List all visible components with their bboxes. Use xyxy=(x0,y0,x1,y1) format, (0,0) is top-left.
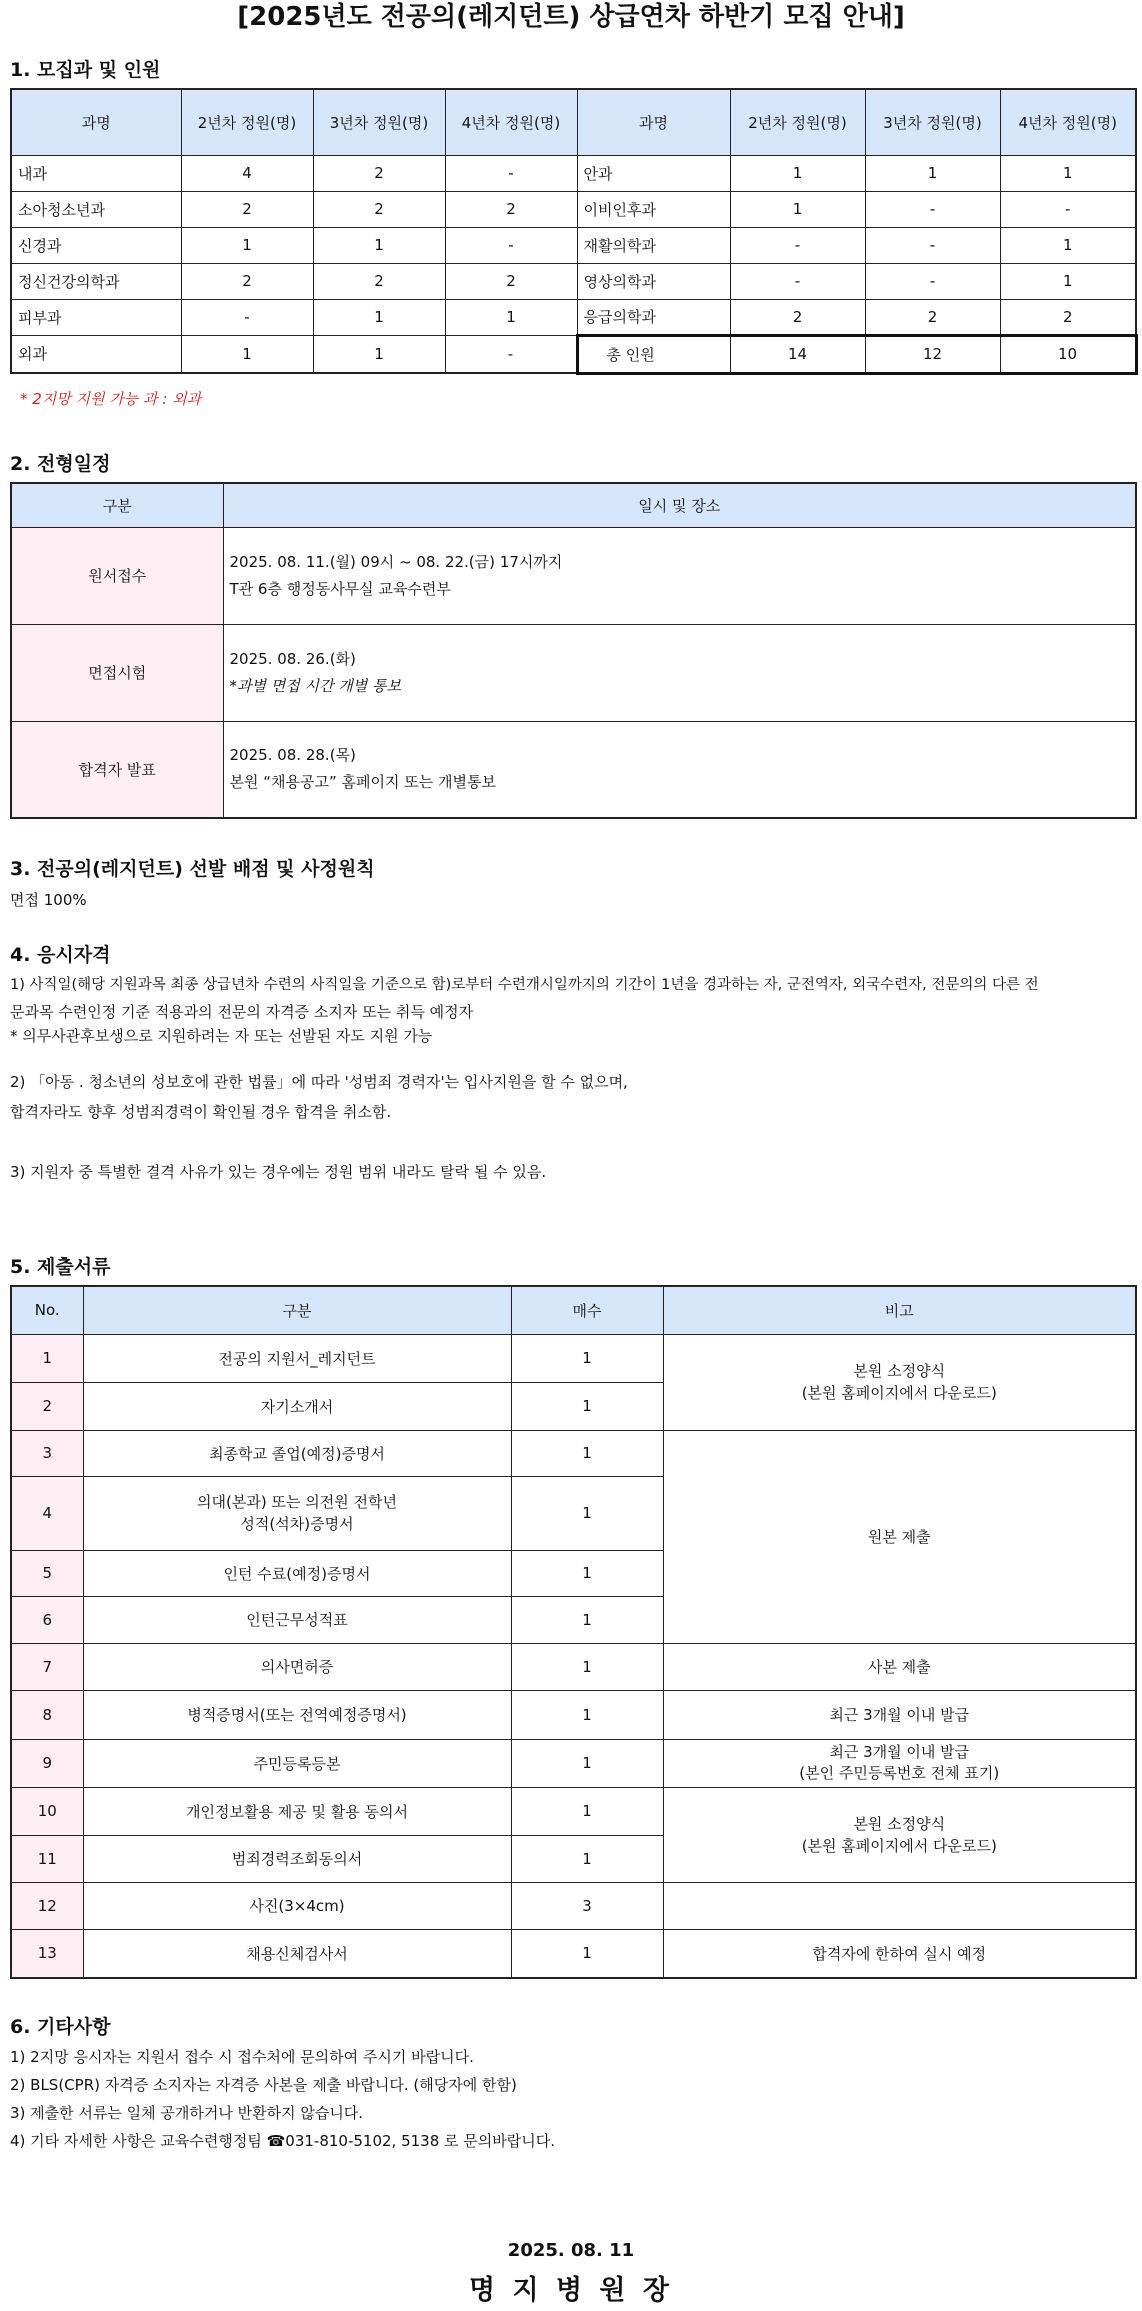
count-cell: 1 xyxy=(445,299,577,335)
doc-count: 1 xyxy=(511,1476,663,1550)
doc-name: 개인정보활용 제공 및 활용 동의서 xyxy=(83,1787,511,1835)
count-cell: 2 xyxy=(313,155,445,191)
doc-no: 13 xyxy=(11,1929,83,1978)
dept-name: 신경과 xyxy=(11,227,181,263)
doc-name: 범죄경력조회동의서 xyxy=(83,1835,511,1882)
section5-heading: 5. 제출서류 xyxy=(10,1256,111,1278)
table-row xyxy=(11,227,1136,263)
doc-name: 인턴 수료(예정)증명서 xyxy=(83,1550,511,1596)
dept-name: 외과 xyxy=(11,335,181,373)
doc-no: 11 xyxy=(11,1835,83,1882)
doc-remark: 최근 3개월 이내 발급 xyxy=(663,1690,1136,1739)
doc-no: 3 xyxy=(11,1430,83,1476)
qualification-1c: * 의무사관후보생으로 지원하려는 자 또는 선발된 자도 지원 가능 xyxy=(10,1027,433,1045)
count-cell: 2 xyxy=(313,191,445,227)
total-count: 10 xyxy=(1000,335,1136,373)
doc-remark xyxy=(663,1787,1136,1882)
dept-name: 이비인후과 xyxy=(577,191,730,227)
count-cell: 1 xyxy=(313,299,445,335)
section1-heading: 1. 모집과 및 인원 xyxy=(10,59,161,81)
section3-heading: 3. 전공의(레지던트) 선발 배점 및 사정원칙 xyxy=(10,858,375,880)
schedule-detail xyxy=(223,624,1136,721)
doc-no: 6 xyxy=(11,1596,83,1643)
footer-date: 2025. 08. 11 xyxy=(507,2240,635,2261)
qualification-3: 3) 지원자 중 특별한 결격 사유가 있는 경우에는 정원 범위 내라도 탈락 될 수 있음. xyxy=(10,1163,547,1181)
dept-name: 소아청소년과 xyxy=(11,191,181,227)
doc-count: 1 xyxy=(511,1835,663,1882)
table-row xyxy=(11,191,1136,227)
count-cell: 2 xyxy=(1000,299,1136,335)
dept-name: 응급의학과 xyxy=(577,299,730,335)
doc-remark: 원본 제출 xyxy=(663,1430,1136,1643)
dept-name: 정신건강의학과 xyxy=(11,263,181,299)
doc-name: 최종학교 졸업(예정)증명서 xyxy=(83,1430,511,1476)
note-item: 4) 기타 자세한 사항은 교육수련행정팀 ☎031-810-5102, 5138 로 문의바랍니다. xyxy=(10,2132,555,2150)
table-row xyxy=(11,263,1136,299)
doc-count: 1 xyxy=(511,1596,663,1643)
schedule-label: 원서접수 xyxy=(11,527,223,624)
dept-name: 내과 xyxy=(11,155,181,191)
total-count: 12 xyxy=(865,335,1000,373)
count-cell: 1 xyxy=(730,191,865,227)
table-row xyxy=(11,155,1136,191)
note-item: 1) 2지망 응시자는 지원서 접수 시 접수처에 문의하여 주시기 바랍니다. xyxy=(10,2048,474,2066)
doc-count: 1 xyxy=(511,1787,663,1835)
schedule-place: 본원 “채용공고” 홈페이지 또는 개별통보 xyxy=(229,773,496,792)
col-header: 구분 xyxy=(11,483,223,527)
count-cell: - xyxy=(445,227,577,263)
dept-name: 피부과 xyxy=(11,299,181,335)
count-cell: - xyxy=(730,227,865,263)
dept-name: 재활의학과 xyxy=(577,227,730,263)
qualification-2a: 2) 「아동 . 청소년의 성보호에 관한 법률」에 따라 '성범죄 경력자'는 입사지원을 할 수 없으며, xyxy=(10,1073,628,1091)
doc-remark: 사본 제출 xyxy=(663,1643,1136,1690)
doc-remark xyxy=(663,1334,1136,1430)
doc-name-line: 성적(석차)증명서 xyxy=(240,1515,354,1533)
remark-line: 본원 소정양식 xyxy=(853,1362,946,1380)
doc-name: 인턴근무성적표 xyxy=(83,1596,511,1643)
doc-no: 12 xyxy=(11,1882,83,1929)
footer-signature: 명 지 병 원 장 xyxy=(468,2275,673,2306)
table-row xyxy=(11,335,1136,373)
schedule-label: 합격자 발표 xyxy=(11,721,223,818)
table-row xyxy=(11,1430,1136,1476)
count-cell: 1 xyxy=(1000,263,1136,299)
col-header: 과명 xyxy=(11,89,181,155)
doc-count: 1 xyxy=(511,1430,663,1476)
remark-line: (본인 주민등록번호 전체 표기) xyxy=(799,1764,1000,1782)
doc-name: 의사면허증 xyxy=(83,1643,511,1690)
count-cell: 1 xyxy=(181,227,313,263)
count-cell: 2 xyxy=(865,299,1000,335)
count-cell: 2 xyxy=(181,263,313,299)
col-header: 구분 xyxy=(83,1286,511,1334)
schedule-detail xyxy=(223,527,1136,624)
col-header: 4년차 정원(명) xyxy=(445,89,577,155)
doc-name: 병적증명서(또는 전역예정증명서) xyxy=(83,1690,511,1739)
count-cell: - xyxy=(865,263,1000,299)
col-header: No. xyxy=(11,1286,83,1334)
doc-name: 주민등록등본 xyxy=(83,1739,511,1787)
schedule-row xyxy=(11,527,1136,624)
qualification-1a: 1) 사직일(해당 지원과목 최종 상급년차 수련의 사직일을 기준으로 함)로부터 수련개시일까지의 기간이 1년을 경과하는 자, 군전역자, 외국수련자, 전문의의 다른 전 xyxy=(10,977,1039,993)
recruitment-header-row xyxy=(11,89,1136,155)
col-header: 매수 xyxy=(511,1286,663,1334)
count-cell: - xyxy=(730,263,865,299)
remark-line: 본원 소정양식 xyxy=(853,1814,946,1833)
section4-heading: 4. 응시자격 xyxy=(10,944,111,966)
count-cell: - xyxy=(181,299,313,335)
section6-heading: 6. 기타사항 xyxy=(10,2016,111,2038)
count-cell: 1 xyxy=(313,227,445,263)
col-header: 3년차 정원(명) xyxy=(313,89,445,155)
remark-line: (본원 홈페이지에서 다운로드) xyxy=(801,1384,997,1402)
count-cell: - xyxy=(445,335,577,373)
note-item: 2) BLS(CPR) 자격증 소지자는 자격증 사본을 제출 바랍니다. (해당자에 한함) xyxy=(10,2076,517,2094)
count-cell: - xyxy=(1000,191,1136,227)
count-cell: - xyxy=(445,155,577,191)
qualification-2b: 합격자라도 향후 성범죄경력이 확인될 경우 합격을 취소함. xyxy=(10,1103,392,1121)
table-row xyxy=(11,299,1136,335)
count-cell: 1 xyxy=(313,335,445,373)
doc-remark xyxy=(663,1882,1136,1929)
doc-no: 5 xyxy=(11,1550,83,1596)
col-header: 2년차 정원(명) xyxy=(730,89,865,155)
count-cell: 1 xyxy=(865,155,1000,191)
doc-no: 7 xyxy=(11,1643,83,1690)
remark-line: 최근 3개월 이내 발급 xyxy=(829,1743,970,1761)
qualification-1b: 문과목 수련인정 기준 적용과의 전문의 자격증 소지자 또는 취득 예정자 xyxy=(10,1003,474,1021)
schedule-label: 면접시험 xyxy=(11,624,223,721)
doc-count: 1 xyxy=(511,1550,663,1596)
doc-count: 1 xyxy=(511,1929,663,1978)
count-cell: 1 xyxy=(181,335,313,373)
doc-no: 9 xyxy=(11,1739,83,1787)
col-header: 3년차 정원(명) xyxy=(865,89,1000,155)
section3-body: 면접 100% xyxy=(10,891,87,909)
doc-count: 3 xyxy=(511,1882,663,1929)
col-header: 4년차 정원(명) xyxy=(1000,89,1136,155)
schedule-place: T관 6층 행정동사무실 교육수련부 xyxy=(229,579,451,598)
remark-line: (본원 홈페이지에서 다운로드) xyxy=(801,1836,997,1855)
doc-count: 1 xyxy=(511,1643,663,1690)
table-row xyxy=(11,1334,1136,1382)
note-item: 3) 제출한 서류는 일체 공개하거나 반환하지 않습니다. xyxy=(10,2104,364,2122)
count-cell: 2 xyxy=(445,263,577,299)
doc-remark xyxy=(663,1739,1136,1787)
doc-no: 4 xyxy=(11,1476,83,1550)
count-cell: 2 xyxy=(313,263,445,299)
doc-no: 2 xyxy=(11,1382,83,1430)
doc-count: 1 xyxy=(511,1690,663,1739)
doc-name: 사진(3×4cm) xyxy=(83,1882,511,1929)
doc-name-line: 의대(본과) 또는 의전원 전학년 xyxy=(197,1493,397,1511)
schedule-table xyxy=(10,482,1137,819)
recruitment-table xyxy=(10,88,1138,375)
dept-name: 영상의학과 xyxy=(577,263,730,299)
doc-remark: 합격자에 한하여 실시 예정 xyxy=(663,1929,1136,1978)
table-row xyxy=(11,1882,1136,1929)
count-cell: - xyxy=(865,191,1000,227)
col-header: 일시 및 장소 xyxy=(223,483,1136,527)
schedule-row xyxy=(11,624,1136,721)
table-row xyxy=(11,1929,1136,1978)
schedule-detail xyxy=(223,721,1136,818)
total-count: 14 xyxy=(730,335,865,373)
doc-name: 전공의 지원서_레지던트 xyxy=(83,1334,511,1382)
count-cell: 1 xyxy=(730,155,865,191)
col-header: 2년차 정원(명) xyxy=(181,89,313,155)
count-cell: - xyxy=(865,227,1000,263)
documents-header-row xyxy=(11,1286,1136,1334)
count-cell: 4 xyxy=(181,155,313,191)
schedule-date: 2025. 08. 28.(목) xyxy=(229,746,356,765)
total-label: 총 인원 xyxy=(577,335,730,373)
second-choice-note: * 2지망 지원 가능 과 : 외과 xyxy=(20,390,202,408)
count-cell: 2 xyxy=(445,191,577,227)
count-cell: 1 xyxy=(1000,227,1136,263)
doc-name: 채용신체검사서 xyxy=(83,1929,511,1978)
doc-count: 1 xyxy=(511,1739,663,1787)
doc-name: 자기소개서 xyxy=(83,1382,511,1430)
schedule-date: 2025. 08. 11.(월) 09시 ~ 08. 22.(금) 17시까지 xyxy=(229,552,563,571)
doc-count: 1 xyxy=(511,1382,663,1430)
count-cell: 2 xyxy=(730,299,865,335)
col-header: 과명 xyxy=(577,89,730,155)
schedule-date: 2025. 08. 26.(화) xyxy=(229,649,356,668)
schedule-note: *과별 면접 시간 개별 통보 xyxy=(229,676,401,695)
schedule-header-row xyxy=(11,483,1136,527)
doc-no: 10 xyxy=(11,1787,83,1835)
table-row xyxy=(11,1643,1136,1690)
table-row xyxy=(11,1787,1136,1835)
section2-heading: 2. 전형일정 xyxy=(10,453,111,475)
count-cell: 2 xyxy=(181,191,313,227)
table-row xyxy=(11,1690,1136,1739)
doc-name xyxy=(83,1476,511,1550)
table-row xyxy=(11,1739,1136,1787)
schedule-row xyxy=(11,721,1136,818)
count-cell: 1 xyxy=(1000,155,1136,191)
doc-no: 8 xyxy=(11,1690,83,1739)
documents-table xyxy=(10,1285,1137,1979)
page-title: [2025년도 전공의(레지던트) 상급연차 하반기 모집 안내] xyxy=(237,2,905,32)
doc-count: 1 xyxy=(511,1334,663,1382)
dept-name: 안과 xyxy=(577,155,730,191)
doc-no: 1 xyxy=(11,1334,83,1382)
col-header: 비고 xyxy=(663,1286,1136,1334)
